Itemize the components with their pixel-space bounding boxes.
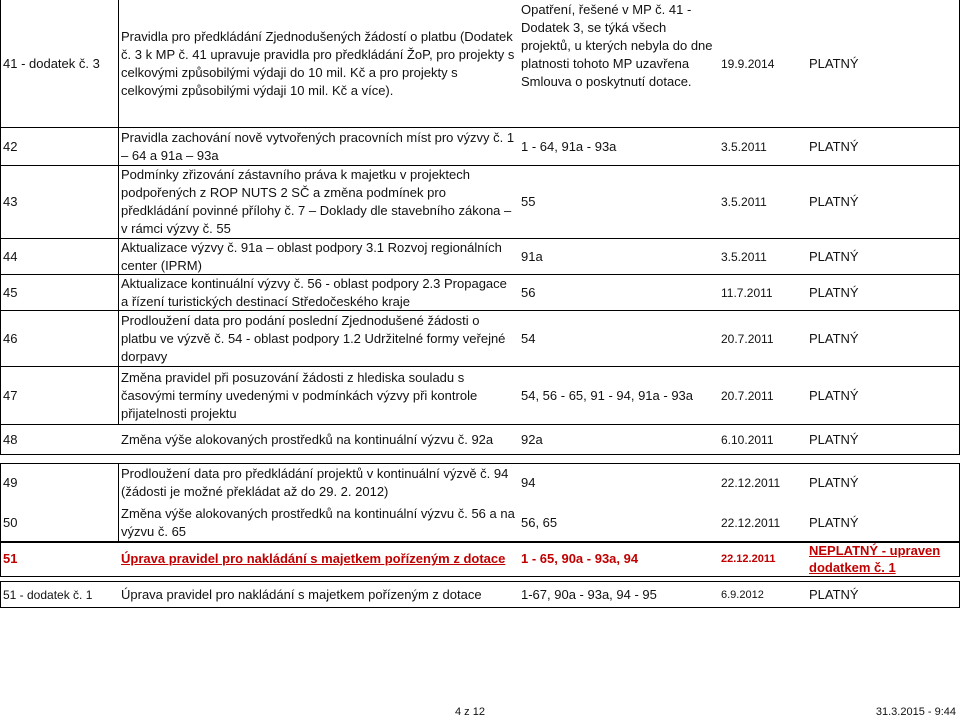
column-divider — [118, 463, 119, 543]
table-row — [0, 310, 960, 366]
row-number: 46 — [3, 330, 18, 346]
table-row — [0, 165, 960, 238]
row-description: Podmínky zřizování zástavního práva k majetku v projektech podpořených z ROP NUTS 2 SČ a změna podmínek pro předkládání povinné přílohy č. 7 – Doklady dle stavebního zákona – v rámci výzvy č. 55 — [121, 167, 512, 236]
table-row — [0, 463, 960, 503]
row-status: PLATNÝ — [809, 515, 859, 530]
row-calls: 92a — [521, 432, 543, 447]
row-number: 43 — [3, 194, 18, 209]
row-date: 3.5.2011 — [721, 195, 767, 209]
row-status: PLATNÝ — [809, 138, 859, 154]
row-status: PLATNÝ — [809, 475, 859, 490]
row-description: Změna výše alokovaných prostředků na kontinuální výzvu č. 92a — [121, 432, 494, 447]
row-date: 11.7.2011 — [721, 285, 773, 300]
row-date: 20.7.2011 — [721, 388, 774, 403]
row-status: PLATNÝ — [809, 586, 859, 602]
row-number: 51 - dodatek č. 1 — [3, 587, 93, 602]
table-block-d — [0, 581, 960, 608]
row-calls: 54, 56 - 65, 91 - 94, 91a - 93a — [521, 387, 694, 403]
row-status: PLATNÝ — [809, 194, 859, 209]
row-calls: 54 — [521, 330, 536, 346]
row-description: Aktualizace kontinuální výzvy č. 56 - oblast podpory 2.3 Propagace a řízení turistických destinací Středočeského kraje — [121, 275, 507, 309]
row-calls: 1 - 65, 90a - 93a, 94 — [521, 551, 639, 566]
table-row — [0, 238, 960, 274]
table-row — [0, 366, 960, 424]
row-status: PLATNÝ — [809, 387, 859, 403]
row-date: 22.12.2011 — [721, 553, 776, 565]
column-divider — [118, 0, 119, 424]
row-description: Pravidla zachování nově vytvořených pracovních míst pro výzvy č. 1 – 64 a 91a – 93a — [121, 129, 515, 163]
row-number: 49 — [3, 475, 18, 490]
row-description: Aktualizace výzvy č. 91a – oblast podpory 3.1 Rozvoj regionálních center (IPRM) — [121, 239, 502, 273]
row-date: 3.5.2011 — [721, 249, 767, 264]
page-number: 4 z 12 — [455, 706, 485, 718]
row-calls: 1-67, 90a - 93a, 94 - 95 — [521, 586, 657, 602]
table-row — [0, 503, 960, 543]
table-row — [0, 424, 960, 455]
table-row — [0, 274, 960, 310]
row-description: Změna výše alokovaných prostředků na kontinuální výzvu č. 56 a na výzvu č. 65 — [121, 506, 515, 539]
row-date: 6.10.2011 — [721, 433, 774, 447]
row-description: Prodloužení data pro podání poslední Zjednodušené žádosti o platbu ve výzvě č. 54 - oblast podpory 1.2 Udržitelné formy veřejné dorpavy — [121, 312, 506, 364]
row-status: PLATNÝ — [809, 55, 859, 71]
row-description: Úprava pravidel pro nakládání s majetkem pořízeným z dotace — [121, 551, 506, 566]
row-description: Pravidla pro předkládání Zjednodušených žádostí o platbu (Dodatek č. 3 k MP č. 41 upravuje pravidla pro předkládání ŽoP, pro projekty s celkovými způsobilými výdaji do 10 mil. Kč a pro projekty s celkovými způsobilými výdaji 10 mil. Kč a více). — [121, 28, 515, 98]
row-date: 22.12.2011 — [721, 516, 781, 530]
row-calls: 56, 65 — [521, 515, 558, 530]
row-number: 42 — [3, 138, 18, 154]
row-status: PLATNÝ — [809, 432, 859, 447]
row-number: 44 — [3, 248, 18, 264]
row-calls: 56 — [521, 284, 536, 300]
row-date: 19.9.2014 — [721, 56, 775, 71]
footer-timestamp: 31.3.2015 - 9:44 — [875, 706, 956, 718]
row-calls: 91a — [521, 248, 543, 264]
row-status: PLATNÝ — [809, 284, 859, 300]
table-row — [0, 127, 960, 165]
row-status: PLATNÝ — [809, 330, 859, 346]
row-calls: 94 — [521, 475, 536, 490]
row-date: 3.5.2011 — [721, 139, 767, 154]
row-description: Prodloužení data pro předkládání projektů v kontinuální výzvě č. 94 (žádosti je možné překládat až do 29. 2. 2012) — [121, 466, 509, 499]
row-number: 45 — [3, 284, 18, 300]
row-calls: Opatření, řešené v MP č. 41 - Dodatek 3, se týká všech projektů, u kterých nebyla do dne platnosti tohoto MP uzavřena Smlouva o poskytnutí dotace. — [521, 2, 713, 89]
row-number: 50 — [3, 515, 18, 530]
row-number: 51 — [3, 551, 18, 566]
row-calls: 1 - 64, 91a - 93a — [521, 138, 617, 154]
table-row — [0, 0, 960, 127]
row-description: Změna pravidel při posuzování žádosti z hlediska souladu s časovými termíny uvedenými v podmínkách výzvy při kontrole přijatelnosti projektu — [121, 369, 478, 421]
row-status: PLATNÝ — [809, 248, 859, 264]
row-date: 20.7.2011 — [721, 331, 774, 346]
table-row — [0, 541, 960, 577]
row-status: NEPLATNÝ - upraven dodatkem č. 1 — [809, 543, 941, 575]
row-description: Úprava pravidel pro nakládání s majetkem pořízeným z dotace — [121, 586, 482, 602]
table-block-b — [0, 463, 960, 543]
row-number: 41 - dodatek č. 3 — [3, 55, 100, 71]
row-number: 47 — [3, 387, 18, 403]
row-calls: 55 — [521, 194, 536, 209]
row-number: 48 — [3, 432, 18, 447]
table-row — [0, 581, 960, 608]
table-block-c — [0, 541, 960, 577]
row-date: 22.12.2011 — [721, 476, 781, 490]
row-date: 6.9.2012 — [721, 588, 764, 601]
